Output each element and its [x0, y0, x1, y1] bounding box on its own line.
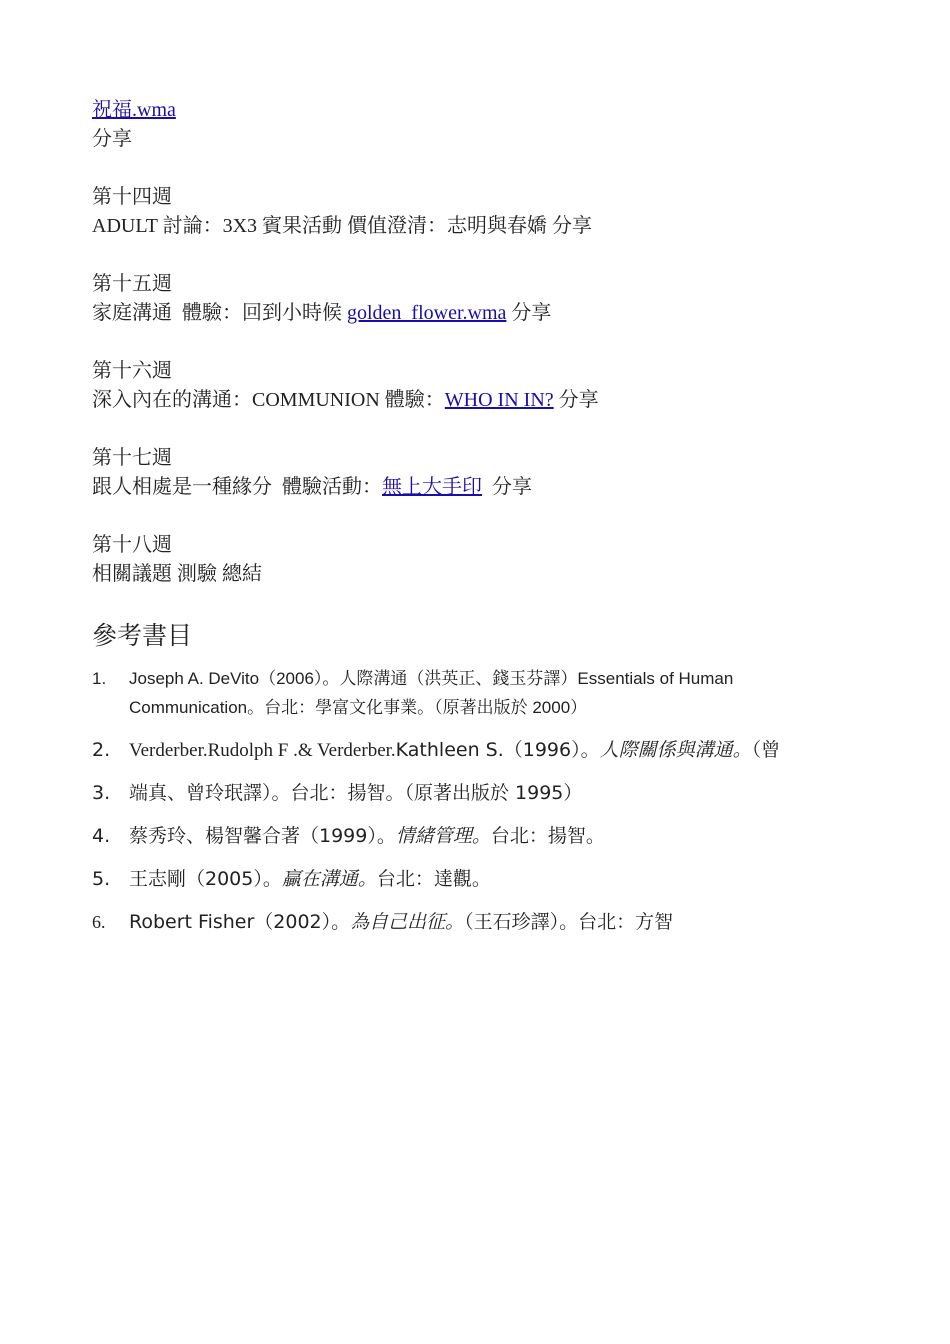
list-item	[92, 779, 872, 808]
reference-book-title: 人際關係與溝通。	[599, 739, 752, 761]
reference-author-year: 王志剛（2005）。	[129, 868, 282, 890]
reference-text: 端真、曾玲珉譯）。台北：揚智。（原著出版於 1995）	[129, 782, 583, 804]
reference-authors: Verderber.Rudolph F .& Verderber.	[129, 740, 396, 761]
week-16-share: 分享	[553, 389, 599, 411]
reference-text: Joseph A. DeVito（2006）。人際溝通（洪英正、錢玉芬譯）Essentials of Human Communication。台北：學富文化事業。（原著出版於 2000）	[129, 669, 734, 717]
week-16-text: 深入內在的溝通：COMMUNION 體驗：	[92, 389, 445, 411]
reference-author-year: Robert Fisher（2002）。	[129, 911, 351, 933]
top-share-text: 分享	[92, 128, 132, 150]
week-15-text: 家庭溝通 體驗：回到小時候	[92, 302, 347, 324]
week-15-share: 分享	[506, 302, 552, 324]
reference-book-title: 贏在溝通。	[281, 868, 377, 890]
reference-rest: 台北：達觀。	[376, 868, 491, 890]
list-item	[92, 664, 872, 722]
list-number: 3.	[92, 782, 111, 804]
mahamudra-link[interactable]: 無上大手印	[382, 476, 482, 498]
list-number: 2.	[92, 739, 111, 761]
week-16-title: 第十六週	[92, 360, 172, 382]
week-14-title: 第十四週	[92, 186, 172, 208]
week-18-title: 第十八週	[92, 534, 172, 556]
reference-text	[129, 908, 872, 937]
week-17-text: 跟人相處是一種緣分 體驗活動：	[92, 476, 382, 498]
week-15-content	[92, 299, 872, 328]
week-17-title: 第十七週	[92, 447, 172, 469]
references-list	[92, 664, 872, 937]
reference-rest: （曾	[751, 739, 781, 761]
reference-book-title: 情緒管理。	[395, 825, 491, 847]
golden-flower-link[interactable]: golden_flower.wma	[347, 302, 507, 324]
references-heading: 參考書目	[92, 621, 193, 650]
reference-author-year: Kathleen S.（1996）。	[395, 739, 600, 761]
reference-author-year: 蔡秀玲、楊智馨合著（1999）。	[129, 825, 396, 847]
list-item	[92, 736, 872, 765]
week-17-share: 分享	[482, 476, 532, 498]
top-link-line	[92, 96, 872, 125]
list-item	[92, 822, 872, 851]
list-number: 6.	[92, 912, 106, 932]
list-number: 1.	[92, 669, 107, 688]
reference-text	[129, 736, 872, 765]
blessing-wma-link[interactable]: 祝福.wma	[92, 99, 176, 121]
reference-text	[129, 865, 872, 894]
who-in-in-link[interactable]: WHO IN IN?	[444, 389, 554, 411]
list-item	[92, 865, 872, 894]
week-17-content	[92, 473, 872, 502]
document-page	[92, 96, 872, 951]
week-18-content: 相關議題 測驗 總結	[92, 563, 262, 585]
week-14-content: ADULT 討論：3X3 賓果活動 價值澄清：志明與春嬌 分享	[92, 215, 593, 237]
week-15-title: 第十五週	[92, 273, 172, 295]
reference-rest: （王石珍譯）。台北：方智	[464, 911, 674, 933]
reference-text	[129, 822, 872, 851]
reference-book-title: 為自己出征。	[350, 911, 465, 933]
week-16-content	[92, 386, 872, 415]
list-item	[92, 908, 872, 937]
list-number: 4.	[92, 825, 111, 847]
reference-rest: 台北：揚智。	[490, 825, 605, 847]
list-number: 5.	[92, 868, 111, 890]
